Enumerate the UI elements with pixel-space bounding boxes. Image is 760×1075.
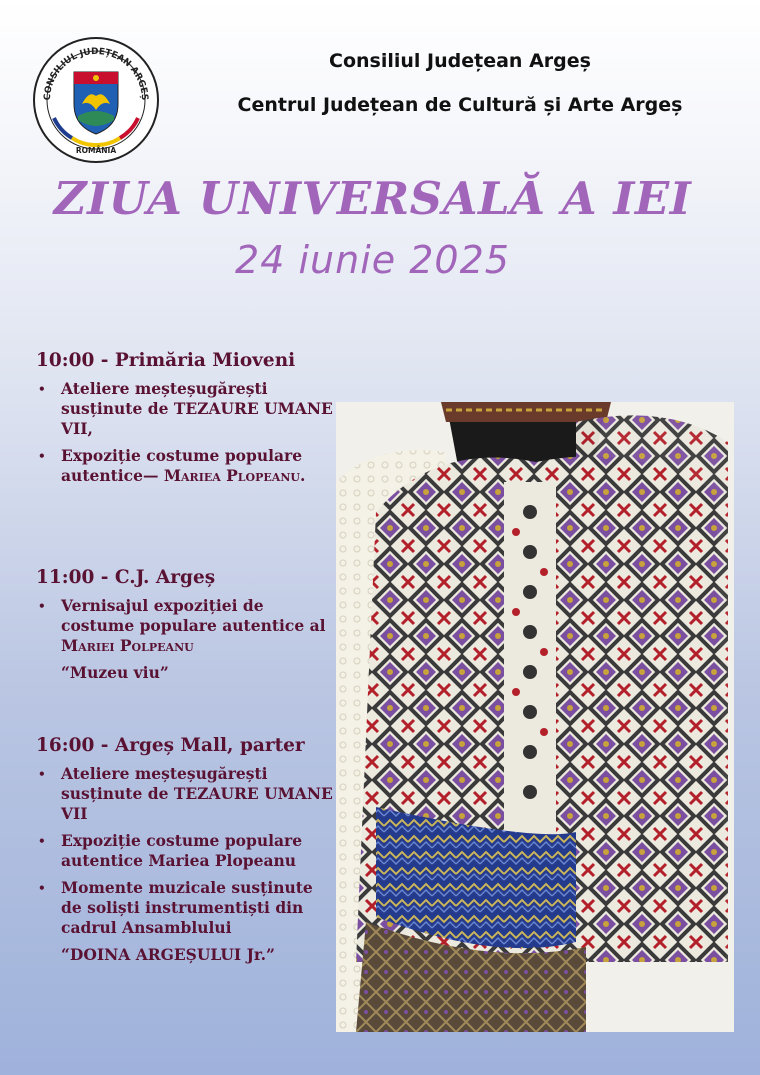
traditional-blouse-photo bbox=[336, 402, 734, 1032]
schedule-item: • Ateliere meșteșugărești susținute de TEZAURE UMANE VII, bbox=[36, 379, 336, 439]
schedule-section-2 bbox=[36, 567, 336, 683]
schedule-section-1 bbox=[36, 350, 336, 493]
logo-ring-text-top: CONSILIUL JUDEȚEAN ARGEȘ bbox=[42, 46, 150, 101]
county-logo bbox=[32, 36, 160, 164]
section-time-place: 16:00 - Argeș Mall, parter bbox=[36, 735, 305, 756]
ensemble-name: “DOINA ARGEȘULUI Jr.” bbox=[61, 945, 275, 964]
schedule-item: • Ateliere meșteșugărești susținute de TEZAURE UMANE VII bbox=[36, 764, 336, 824]
schedule-item-text: Expoziție costume populare autentice— bbox=[61, 446, 303, 485]
logo-ring-text-bottom: ROMÂNIA bbox=[75, 146, 117, 155]
header-culture-center: Centrul Județean de Cultură și Arte Argeș bbox=[237, 94, 683, 116]
event-date: 24 iunie 2025 bbox=[235, 238, 510, 282]
person-name: Mariei Polpeanu bbox=[61, 636, 194, 655]
schedule-item bbox=[36, 446, 336, 486]
schedule-section-3 bbox=[36, 735, 336, 965]
schedule-item: • Expoziție costume populare autentice Mariea Plopeanu bbox=[36, 831, 336, 871]
person-name: Mariea Plopeanu. bbox=[163, 466, 306, 485]
section-time-place: 10:00 - Primăria Mioveni bbox=[36, 350, 296, 371]
schedule-item bbox=[36, 596, 336, 656]
event-title: ZIUA UNIVERSALĂ A IEI bbox=[53, 172, 692, 225]
exhibition-name: “Muzeu viu” bbox=[61, 663, 169, 682]
section-time-place: 11:00 - C.J. Argeș bbox=[36, 567, 216, 588]
header-council: Consiliul Județean Argeș bbox=[329, 50, 591, 72]
schedule-item: • Momente muzicale susținute de soliști instrumentiști din cadrul Ansamblului bbox=[36, 878, 336, 938]
schedule-item-text: Vernisajul expoziției de costume populare autentice al bbox=[61, 596, 326, 635]
